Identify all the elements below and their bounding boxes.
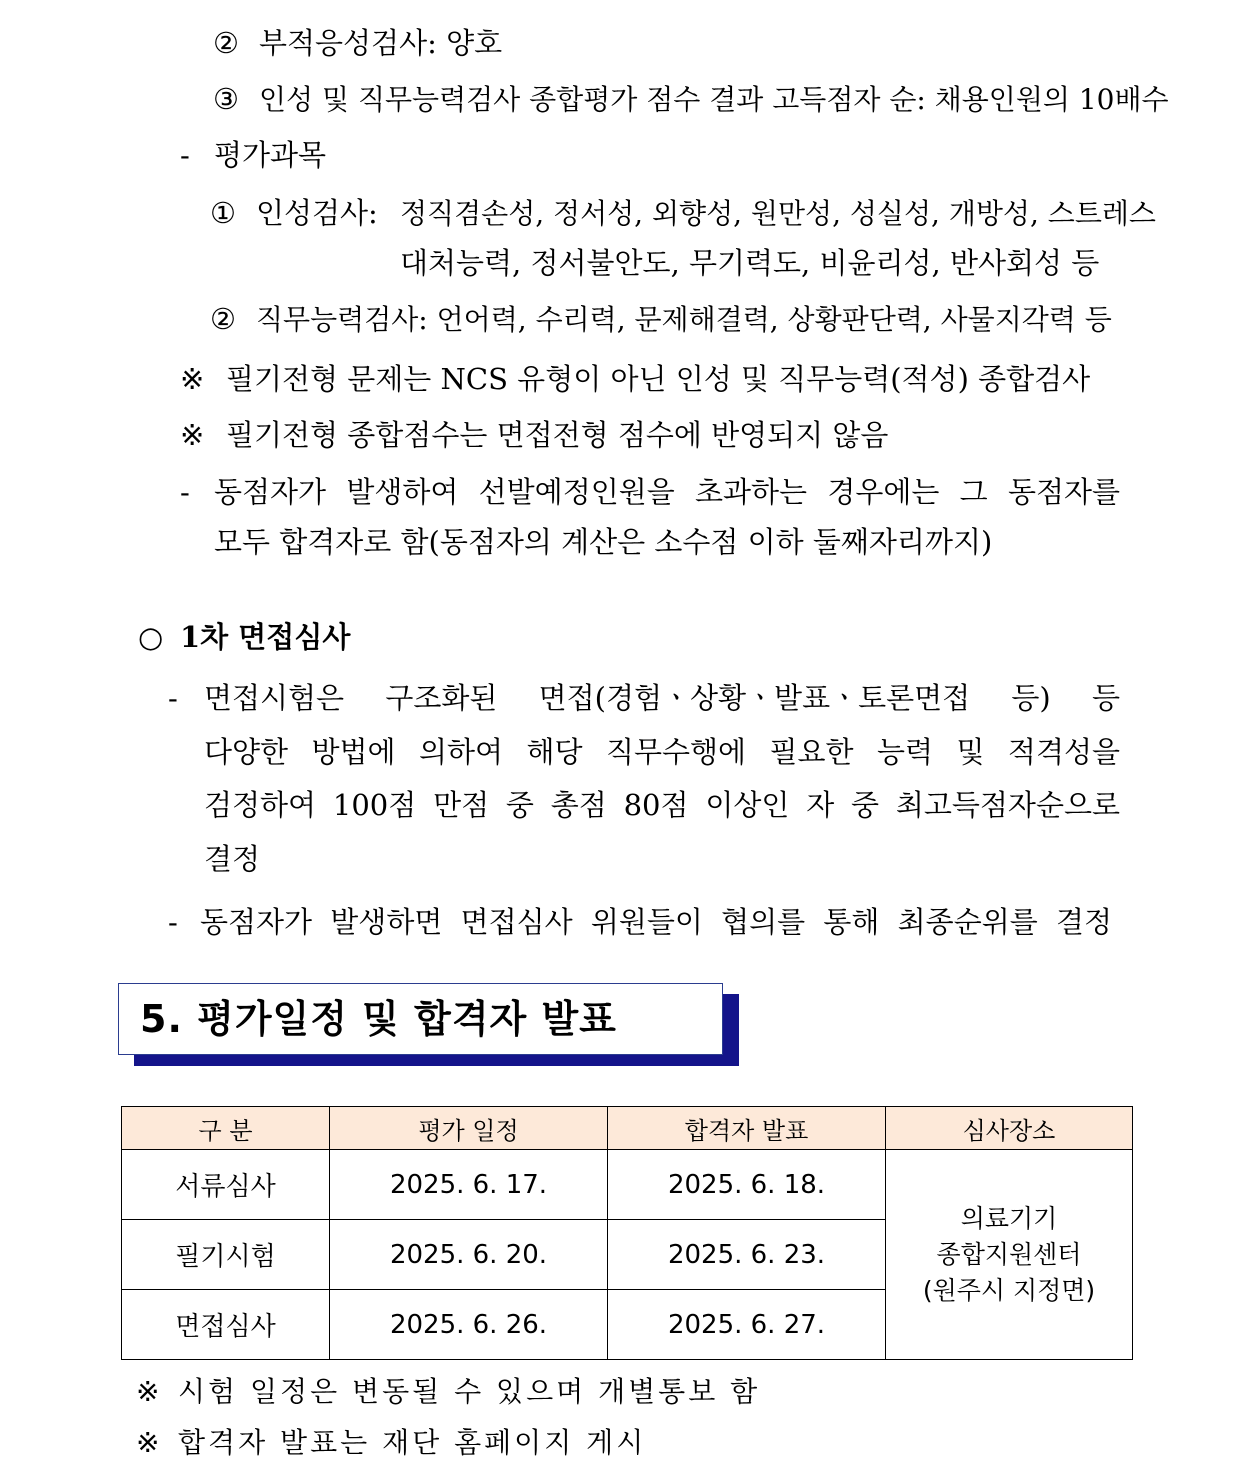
interview-heading-text: 1차 면접심사 <box>180 620 351 654</box>
stage-cell: 서류심사 <box>122 1150 330 1220</box>
announce-date-cell: 2025. 6. 23. <box>608 1220 886 1290</box>
header-eval-date: 평가 일정 <box>330 1107 608 1150</box>
item-text: 인성 및 직무능력검사 종합평가 점수 결과 고득점자 순: 채용인원의 10배수 <box>259 83 1169 116</box>
reference-mark: ※ <box>180 362 205 396</box>
note-ncs <box>180 361 1090 397</box>
header-location: 심사장소 <box>886 1107 1133 1150</box>
subject-label: 인성검사: <box>256 196 378 230</box>
reference-mark: ※ <box>136 1375 160 1408</box>
reference-mark: ※ <box>136 1426 160 1459</box>
written-exam-item-3 <box>213 81 1169 118</box>
circled-number-2: ② <box>210 302 236 336</box>
interview-desc-line-1: 면접시험은 구조화된 면접(경험ㆍ상황ㆍ발표ㆍ토론면접 등) 등 <box>204 681 1120 715</box>
subjects-title <box>180 137 326 173</box>
location-line-2: 종합지원센터 <box>936 1239 1082 1269</box>
stage-cell: 필기시험 <box>122 1220 330 1290</box>
schedule-table <box>121 1106 1133 1360</box>
footnote-text: 시험 일정은 변동될 수 있으며 개별통보 함 <box>178 1375 761 1408</box>
subject-personality-test <box>210 195 1156 232</box>
subject-job-ability-test <box>210 301 1112 338</box>
header-announcement: 합격자 발표 <box>608 1107 886 1150</box>
interview-desc-dash: - <box>168 681 178 715</box>
announce-date-cell: 2025. 6. 27. <box>608 1290 886 1360</box>
written-exam-item-2 <box>213 25 502 61</box>
note-score-not-reflected <box>180 417 888 453</box>
tie-rule-line-2: 모두 합격자로 함(동점자의 계산은 소수점 이하 둘째자리까지) <box>214 525 993 559</box>
circled-number-3: ③ <box>213 82 239 116</box>
interview-desc-line-4: 결정 <box>204 842 261 876</box>
eval-date-cell: 2025. 6. 17. <box>330 1150 608 1220</box>
note-text: 필기전형 문제는 NCS 유형이 아닌 인성 및 직무능력(적성) 종합검사 <box>226 362 1091 396</box>
eval-date-cell: 2025. 6. 26. <box>330 1290 608 1360</box>
section-5-title: 5. 평가일정 및 합격자 발표 <box>140 997 617 1041</box>
interview-heading <box>138 619 350 655</box>
item-text: 부적응성검사: 양호 <box>259 26 503 60</box>
eval-date-cell: 2025. 6. 20. <box>330 1220 608 1290</box>
subject-text: 직무능력검사: 언어력, 수리력, 문제해결력, 상황판단력, 사물지각력 등 <box>256 303 1112 336</box>
circled-number-2: ② <box>213 26 239 60</box>
footnote-homepage <box>136 1425 646 1461</box>
table-row <box>122 1150 1133 1220</box>
footnote-text: 합격자 발표는 재단 홈페이지 게시 <box>178 1426 647 1459</box>
announce-date-cell: 2025. 6. 18. <box>608 1150 886 1220</box>
interview-tie-dash: - <box>168 905 178 939</box>
interview-tie-rule: 동점자가 발생하면 면접심사 위원들이 협의를 통해 최종순위를 결정 <box>200 905 1112 939</box>
circled-number-1: ① <box>210 196 236 230</box>
footnote-schedule-change <box>136 1374 760 1410</box>
circle-bullet-icon: ○ <box>138 620 164 654</box>
location-line-3: (원주시 지정면) <box>922 1275 1096 1305</box>
dash-marker: - <box>180 138 190 172</box>
location-cell <box>886 1150 1133 1360</box>
interview-desc-line-3: 검정하여 100점 만점 중 총점 80점 이상인 자 중 최고득점자순으로 <box>204 788 1120 822</box>
reference-mark: ※ <box>180 418 205 452</box>
note-text: 필기전형 종합점수는 면접전형 점수에 반영되지 않음 <box>226 418 889 452</box>
table-header-row <box>122 1107 1133 1150</box>
location-line-1: 의료기기 <box>960 1203 1058 1233</box>
tie-rule-dash: - <box>180 475 190 509</box>
interview-desc-line-2: 다양한 방법에 의하여 해당 직무수행에 필요한 능력 및 적격성을 <box>204 735 1120 769</box>
header-stage: 구 분 <box>122 1107 330 1150</box>
stage-cell: 면접심사 <box>122 1290 330 1360</box>
subjects-title-text: 평가과목 <box>214 138 327 172</box>
subject-line-1: 정직겸손성, 정서성, 외향성, 원만성, 성실성, 개방성, 스트레스 <box>400 197 1156 230</box>
tie-rule-line-1: 동점자가 발생하여 선발예정인원을 초과하는 경우에는 그 동점자를 <box>214 475 1120 509</box>
subject-personality-test-line-2: 대처능력, 정서불안도, 무기력도, 비윤리성, 반사회성 등 <box>400 246 1100 280</box>
